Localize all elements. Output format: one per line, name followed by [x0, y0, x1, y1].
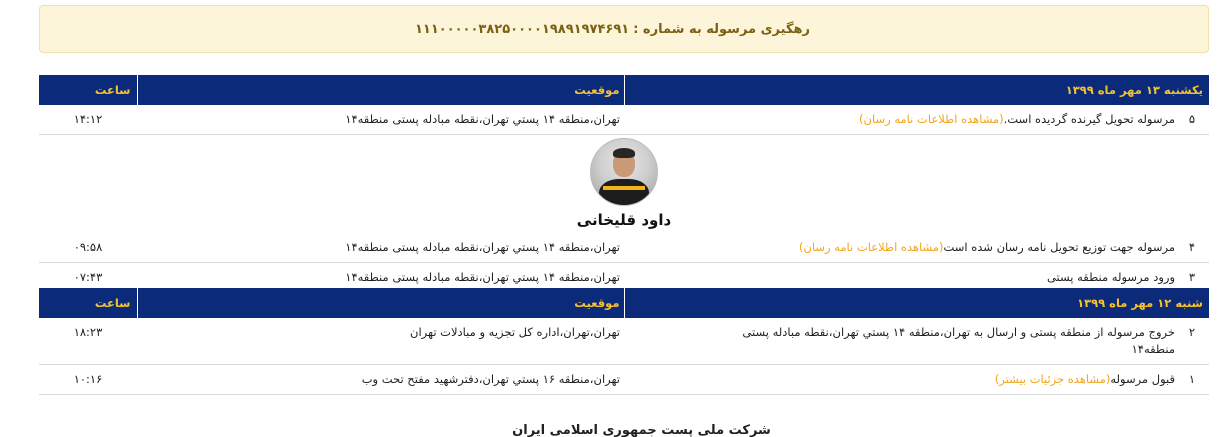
view-more-details-link[interactable]: (مشاهده جزئیات بیشتر) — [994, 372, 1111, 386]
event-description: خروج مرسوله از منطقه پستی و ارسال به تهران،منطقه ۱۴ پستي تهران،نقطه مبادله پستی منطقه۱۴ — [742, 325, 1175, 356]
day-date-header: یکشنبه ۱۳ مهر ماه ۱۳۹۹ — [624, 75, 1209, 105]
event-description-cell — [624, 233, 1209, 263]
table-row — [39, 233, 1209, 263]
event-time-cell — [39, 365, 137, 395]
day-header-row — [39, 75, 1209, 105]
alert-label: رهگیری مرسوله به شماره : — [633, 21, 810, 37]
tracking-alert — [39, 5, 1209, 53]
event-location: تهران،منطقه ۱۴ پستي تهران،نقطه مبادله پستی منطقه۱۴ — [137, 233, 624, 263]
event-time: ۱۴:۱۲ — [73, 112, 103, 126]
table-row — [39, 105, 1209, 135]
event-description: مرسوله تحویل گیرنده گردیده است. — [1003, 112, 1175, 126]
location-header: موقعیت — [137, 288, 624, 318]
courier-name: داود قلیخانی — [576, 211, 672, 229]
event-description-cell — [624, 365, 1209, 395]
event-index: ۳ — [1188, 270, 1196, 284]
time-header: ساعت — [39, 288, 137, 318]
event-time-cell — [39, 105, 137, 135]
time-header: ساعت — [39, 75, 137, 105]
event-location: تهران،منطقه ۱۴ پستي تهران،نقطه مبادله پستی منطقه۱۴ — [137, 263, 624, 293]
courier-avatar — [590, 138, 658, 206]
event-index: ۴ — [1188, 240, 1196, 254]
day-date-header: شنبه ۱۲ مهر ماه ۱۳۹۹ — [624, 288, 1209, 318]
event-index: ۲ — [1188, 325, 1196, 339]
event-time-cell — [39, 233, 137, 263]
event-description: مرسوله جهت توزیع تحویل نامه رسان شده است — [943, 240, 1175, 254]
event-location: تهران،منطقه ۱۶ پستي تهران،دفترشهید مفتح تحت وب — [137, 365, 624, 395]
event-description: ورود مرسوله منطقه پستی — [1046, 270, 1175, 284]
event-description-cell — [624, 318, 1209, 365]
event-description-cell — [624, 105, 1209, 135]
event-index: ۱ — [1188, 372, 1196, 386]
event-time-cell — [39, 318, 137, 365]
day-header-row — [39, 288, 1209, 318]
tracking-number: ۱۱۱۰۰۰۰۰۳۸۲۵۰۰۰۰۱۹۸۹۱۹۷۴۶۹۱ — [414, 21, 630, 37]
event-time: ۱۸:۲۳ — [73, 325, 103, 339]
tracking-table-day-1 — [39, 75, 1209, 293]
event-time: ۰۷:۴۳ — [73, 270, 103, 284]
event-time: ۱۰:۱۶ — [73, 372, 103, 386]
footer-company-name: شرکت ملی پست جمهوری اسلامی ایران — [512, 423, 771, 437]
view-courier-info-link[interactable]: (مشاهده اطلاعات نامه رسان) — [859, 112, 1004, 126]
table-row — [39, 365, 1209, 395]
event-location: تهران،منطقه ۱۴ پستي تهران،نقطه مبادله پستی منطقه۱۴ — [137, 105, 624, 135]
courier-row — [39, 135, 1209, 234]
courier-cell — [39, 135, 1209, 234]
tracking-table-day-2 — [39, 288, 1209, 395]
event-index: ۵ — [1188, 112, 1196, 126]
view-courier-info-link[interactable]: (مشاهده اطلاعات نامه رسان) — [798, 240, 944, 254]
location-header: موقعیت — [137, 75, 624, 105]
event-time: ۰۹:۵۸ — [73, 240, 103, 254]
event-location: تهران،تهران،اداره کل تجزیه و مبادلات تهران — [137, 318, 624, 365]
event-description: قبول مرسوله — [1110, 372, 1175, 386]
table-row — [39, 318, 1209, 365]
